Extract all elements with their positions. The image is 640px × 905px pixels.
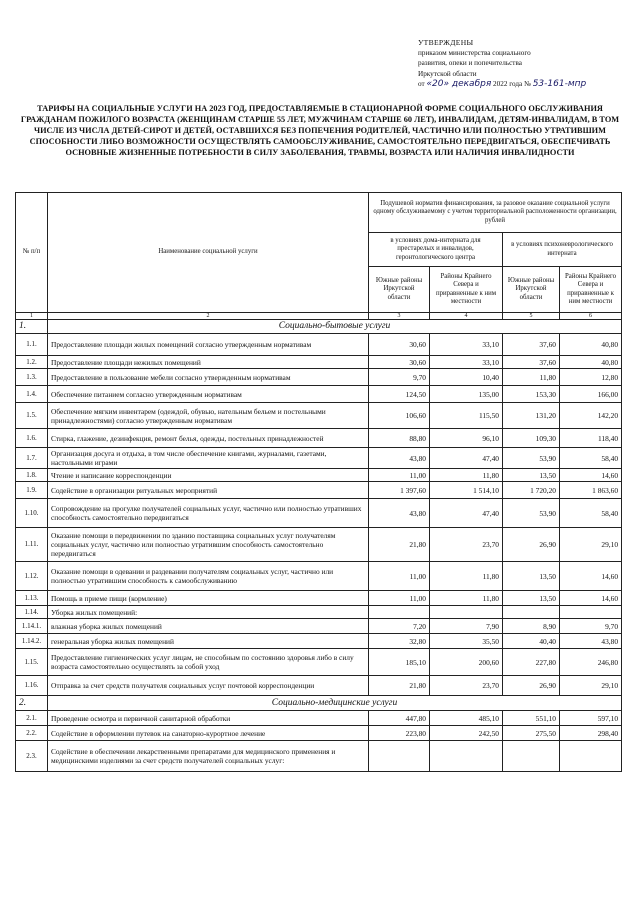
- approval-title: УТВЕРЖДЕНЫ: [418, 38, 474, 47]
- row-number: 1.14.: [16, 606, 48, 619]
- tariff-value: 11,80: [430, 469, 503, 482]
- table-row: [16, 528, 622, 562]
- row-number: 1.6.: [16, 429, 48, 448]
- tariff-value: 7,90: [430, 619, 503, 634]
- tariff-value: 30,60: [369, 356, 430, 369]
- tariff-value: 298,40: [560, 726, 622, 741]
- tariff-value: 14,60: [560, 469, 622, 482]
- row-number: 2.3.: [16, 741, 48, 772]
- header-name: Наименование социальной услуги: [48, 193, 369, 313]
- table-header: [16, 193, 622, 320]
- tariff-value: 447,80: [369, 711, 430, 726]
- row-number: 1.14.1.: [16, 619, 48, 634]
- row-number: 1.16.: [16, 676, 48, 696]
- service-name: Оказание помощи в одевании и раздевании получателям социальных услуг, частично или полностью утратившим способность к самообслуживанию: [48, 562, 369, 591]
- row-number: 1.12.: [16, 562, 48, 591]
- table-row: [16, 562, 622, 591]
- table-row: [16, 386, 622, 403]
- service-name: Помощь в приеме пищи (кормление): [48, 591, 369, 606]
- tariff-value: 223,80: [369, 726, 430, 741]
- tariff-value: 9,70: [369, 369, 430, 386]
- tariff-value: 135,00: [430, 386, 503, 403]
- tariff-value: 35,50: [430, 634, 503, 649]
- tariff-value: 53,90: [503, 448, 560, 469]
- service-name: Уборка жилых помещений:: [48, 606, 369, 619]
- tariff-value: 11,80: [430, 562, 503, 591]
- handwritten-date: «20» декабря: [426, 78, 492, 89]
- table-row: [16, 334, 622, 356]
- tariff-value: 242,50: [430, 726, 503, 741]
- row-number: 1.4.: [16, 386, 48, 403]
- tariff-value: 14,60: [560, 562, 622, 591]
- tariff-value: 32,80: [369, 634, 430, 649]
- tariff-value: 53,90: [503, 499, 560, 528]
- section-row: [16, 320, 622, 334]
- table-row: [16, 499, 622, 528]
- row-number: 1.11.: [16, 528, 48, 562]
- tariff-value: 1 863,60: [560, 482, 622, 499]
- service-name: Обеспечение питанием согласно утвержденным нормативам: [48, 386, 369, 403]
- row-number: 1.10.: [16, 499, 48, 528]
- tariff-value: 23,70: [430, 676, 503, 696]
- row-number: 1.2.: [16, 356, 48, 369]
- table-row: [16, 369, 622, 386]
- row-number: 1.9.: [16, 482, 48, 499]
- tariff-value: [369, 741, 430, 772]
- handwritten-number: 53-161-мпр: [532, 78, 587, 89]
- row-number: 2.2.: [16, 726, 48, 741]
- tariff-value: 597,10: [560, 711, 622, 726]
- tariff-value: 118,40: [560, 429, 622, 448]
- tariff-value: 37,60: [503, 356, 560, 369]
- column-index: 5: [503, 313, 560, 320]
- tariff-value: [503, 741, 560, 772]
- tariff-value: 131,20: [503, 403, 560, 429]
- tariff-value: 14,60: [560, 591, 622, 606]
- tariff-value: 30,60: [369, 334, 430, 356]
- service-name: Проведение осмотра и первичной санитарной обработки: [48, 711, 369, 726]
- table-row: [16, 741, 622, 772]
- tariff-value: 13,50: [503, 562, 560, 591]
- tariff-value: 58,40: [560, 499, 622, 528]
- tariff-value: 13,50: [503, 469, 560, 482]
- tariff-value: 227,80: [503, 649, 560, 676]
- header-north: Районы Крайнего Севера и приравненные к ним местности: [430, 267, 503, 313]
- tariff-value: 37,60: [503, 334, 560, 356]
- service-name: Чтение и написание корреспонденции: [48, 469, 369, 482]
- tariff-value: 200,60: [430, 649, 503, 676]
- tariff-value: 109,30: [503, 429, 560, 448]
- header-south: Южные районы Иркутской области: [503, 267, 560, 313]
- tariff-value: 29,10: [560, 528, 622, 562]
- service-name: Обеспечение мягким инвентарем (одеждой, обувью, нательным бельем и постельными принадлежностями) согласно утвержденным нормативам: [48, 403, 369, 429]
- approval-block: [418, 38, 618, 89]
- approval-date-line: [418, 79, 618, 89]
- header-num: № п/п: [16, 193, 48, 313]
- tariff-value: [430, 741, 503, 772]
- section-number: 1.: [16, 320, 48, 334]
- table-row: [16, 591, 622, 606]
- row-number: 1.8.: [16, 469, 48, 482]
- tariff-value: [560, 741, 622, 772]
- tariff-value: 96,10: [430, 429, 503, 448]
- header-south: Южные районы Иркутской области: [369, 267, 430, 313]
- section-title: Социально-медицинские услуги: [48, 696, 622, 711]
- row-number: 1.7.: [16, 448, 48, 469]
- service-name: Оказание помощи в передвижении по зданию поставщика социальных услуг получателям социальных услуг, частично или полностью утратившим способность самостоятельно передвигаться: [48, 528, 369, 562]
- service-name: Предоставление в пользование мебели согласно утвержденным нормативам: [48, 369, 369, 386]
- date-suffix: 2022 года №: [493, 79, 531, 88]
- table-row: [16, 403, 622, 429]
- approval-line: Иркутской области: [418, 69, 477, 78]
- tariff-value: 26,90: [503, 676, 560, 696]
- table-row: [16, 711, 622, 726]
- tariff-value: 124,50: [369, 386, 430, 403]
- section-number: 2.: [16, 696, 48, 711]
- tariff-value: 246,80: [560, 649, 622, 676]
- tariff-value: 153,30: [503, 386, 560, 403]
- service-name: Содействие в организации ритуальных мероприятий: [48, 482, 369, 499]
- tariff-value: 485,10: [430, 711, 503, 726]
- tariff-value: 33,10: [430, 356, 503, 369]
- tariff-value: [560, 606, 622, 619]
- table-row: [16, 726, 622, 741]
- service-name: Содействие в обеспечении лекарственными препаратами для медицинского применения и медицинскими изделиями за счет средств получателей социальных услуг:: [48, 741, 369, 772]
- tariff-value: 11,00: [369, 591, 430, 606]
- column-index: 3: [369, 313, 430, 320]
- table-body: [16, 320, 622, 772]
- approval-line: развития, опеки и попечительства: [418, 59, 522, 68]
- row-number: 1.13.: [16, 591, 48, 606]
- date-prefix: от: [418, 79, 425, 88]
- table-row: [16, 634, 622, 649]
- service-name: Предоставление гигиенических услуг лицам, не способным по состоянию здоровья либо в силу возраста самостоятельно осуществлять за собой уход: [48, 649, 369, 676]
- tariff-value: 9,70: [560, 619, 622, 634]
- column-index: 6: [560, 313, 622, 320]
- row-number: 1.14.2.: [16, 634, 48, 649]
- tariff-value: 40,80: [560, 334, 622, 356]
- table-row: [16, 482, 622, 499]
- table-row: [16, 429, 622, 448]
- tariff-value: 11,80: [430, 591, 503, 606]
- header-norm: Подушевой норматив финансирования, за разовое оказание социальной услуги одному обслуживаемому с учетом территориальной расположенности организации, рублей: [369, 193, 622, 233]
- row-number: 1.15.: [16, 649, 48, 676]
- header-group-psycho: в условиях психоневрологического интерната: [503, 233, 622, 267]
- table-row: [16, 649, 622, 676]
- table-row: [16, 606, 622, 619]
- service-name: влажная уборка жилых помещений: [48, 619, 369, 634]
- tariff-value: 43,80: [560, 634, 622, 649]
- tariff-value: 142,20: [560, 403, 622, 429]
- approval-line: приказом министерства социального: [418, 49, 531, 58]
- tariff-value: 1 720,20: [503, 482, 560, 499]
- tariff-value: 115,50: [430, 403, 503, 429]
- tariff-value: 8,90: [503, 619, 560, 634]
- row-number: 1.1.: [16, 334, 48, 356]
- column-index: 2: [48, 313, 369, 320]
- table-row: [16, 448, 622, 469]
- tariff-value: 23,70: [430, 528, 503, 562]
- tariff-value: 12,80: [560, 369, 622, 386]
- tariff-value: 13,50: [503, 591, 560, 606]
- section-row: [16, 696, 622, 711]
- tariff-value: 88,80: [369, 429, 430, 448]
- tariff-value: 26,90: [503, 528, 560, 562]
- tariff-value: 43,80: [369, 499, 430, 528]
- tariff-value: 33,10: [430, 334, 503, 356]
- column-index: 4: [430, 313, 503, 320]
- table-row: [16, 356, 622, 369]
- service-name: Сопровождение на прогулке получателей социальных услуг, частично или полностью утративших способность самостоятельно передвигаться: [48, 499, 369, 528]
- tariff-value: 10,40: [430, 369, 503, 386]
- tariff-value: 106,60: [369, 403, 430, 429]
- document-title: ТАРИФЫ НА СОЦИАЛЬНЫЕ УСЛУГИ НА 2023 ГОД, ПРЕДОСТАВЛЯЕМЫЕ В СТАЦИОНАРНОЙ ФОРМЕ СОЦИАЛЬНОГО ОБСЛУЖИВАНИЯ ГРАЖДАНАМ ПОЖИЛОГО ВОЗРАСТА (ЖЕНЩИНАМ СТАРШЕ 55 ЛЕТ, МУЖЧИНАМ СТАРШЕ 60 ЛЕТ), ИНВАЛИДАМ, ДЕТЯМ-ИНВАЛИДАМ, В ТОМ ЧИСЛЕ ИЗ ЧИСЛА ДЕТЕЙ-СИРОТ И ДЕТЕЙ, ОСТАВШИХСЯ БЕЗ ПОПЕЧЕНИЯ РОДИТЕЛЕЙ, ЧАСТИЧНО ИЛИ ПОЛНОСТЬЮ УТРАТИВШИМ СПОСОБНОСТИ ЛИБО ВОЗМОЖНОСТИ ОСУЩЕСТВЛЯТЬ САМООБСЛУЖИВАНИЕ, САМОСТОЯТЕЛЬНО ПЕРЕДВИГАТЬСЯ, ОБЕСПЕЧИВАТЬ ОСНОВНЫЕ ЖИЗНЕННЫЕ ПОТРЕБНОСТИ В СИЛУ ЗАБОЛЕВАНИЯ, ТРАВМЫ, ВОЗРАСТА ИЛИ НАЛИЧИЯ ИНВАЛИДНОСТИ: [20, 104, 620, 158]
- service-name: Организация досуга и отдыха, в том числе обеспечение книгами, журналами, газетами, настольными играми: [48, 448, 369, 469]
- header-north: Районы Крайнего Севера и приравненные к ним местности: [560, 267, 622, 313]
- table-row: [16, 469, 622, 482]
- tariff-value: 40,40: [503, 634, 560, 649]
- tariff-value: 1 514,10: [430, 482, 503, 499]
- tariff-value: 47,40: [430, 448, 503, 469]
- tariff-value: 11,00: [369, 469, 430, 482]
- row-number: 1.3.: [16, 369, 48, 386]
- tariff-value: 43,80: [369, 448, 430, 469]
- tariff-value: 21,80: [369, 528, 430, 562]
- column-index: 1: [16, 313, 48, 320]
- tariff-value: 185,10: [369, 649, 430, 676]
- tariff-value: 166,00: [560, 386, 622, 403]
- tariff-value: 7,20: [369, 619, 430, 634]
- service-name: Предоставление площади жилых помещений согласно утвержденным нормативам: [48, 334, 369, 356]
- header-group-home: в условиях дома-интерната для престарелых и инвалидов, геронтологического центра: [369, 233, 503, 267]
- tariff-value: 275,50: [503, 726, 560, 741]
- tariff-value: 1 397,60: [369, 482, 430, 499]
- service-name: генеральная уборка жилых помещений: [48, 634, 369, 649]
- tariff-value: 40,80: [560, 356, 622, 369]
- service-name: Предоставление площади нежилых помещений: [48, 356, 369, 369]
- tariffs-table: [15, 192, 622, 772]
- row-number: 2.1.: [16, 711, 48, 726]
- tariff-value: 21,80: [369, 676, 430, 696]
- tariff-value: 29,10: [560, 676, 622, 696]
- tariff-value: [369, 606, 430, 619]
- tariff-value: [503, 606, 560, 619]
- section-title: Социально-бытовые услуги: [48, 320, 622, 334]
- tariff-value: 551,10: [503, 711, 560, 726]
- table-row: [16, 619, 622, 634]
- row-number: 1.5.: [16, 403, 48, 429]
- tariff-value: [430, 606, 503, 619]
- tariff-value: 11,00: [369, 562, 430, 591]
- service-name: Стирка, глажение, дезинфекция, ремонт белья, одежды, постельных принадлежностей: [48, 429, 369, 448]
- service-name: Отправка за счет средств получателя социальных услуг почтовой корреспонденции: [48, 676, 369, 696]
- service-name: Содействие в оформлении путевок на санаторно-курортное лечение: [48, 726, 369, 741]
- tariff-value: 11,80: [503, 369, 560, 386]
- tariff-value: 58,40: [560, 448, 622, 469]
- tariff-value: 47,40: [430, 499, 503, 528]
- table-row: [16, 676, 622, 696]
